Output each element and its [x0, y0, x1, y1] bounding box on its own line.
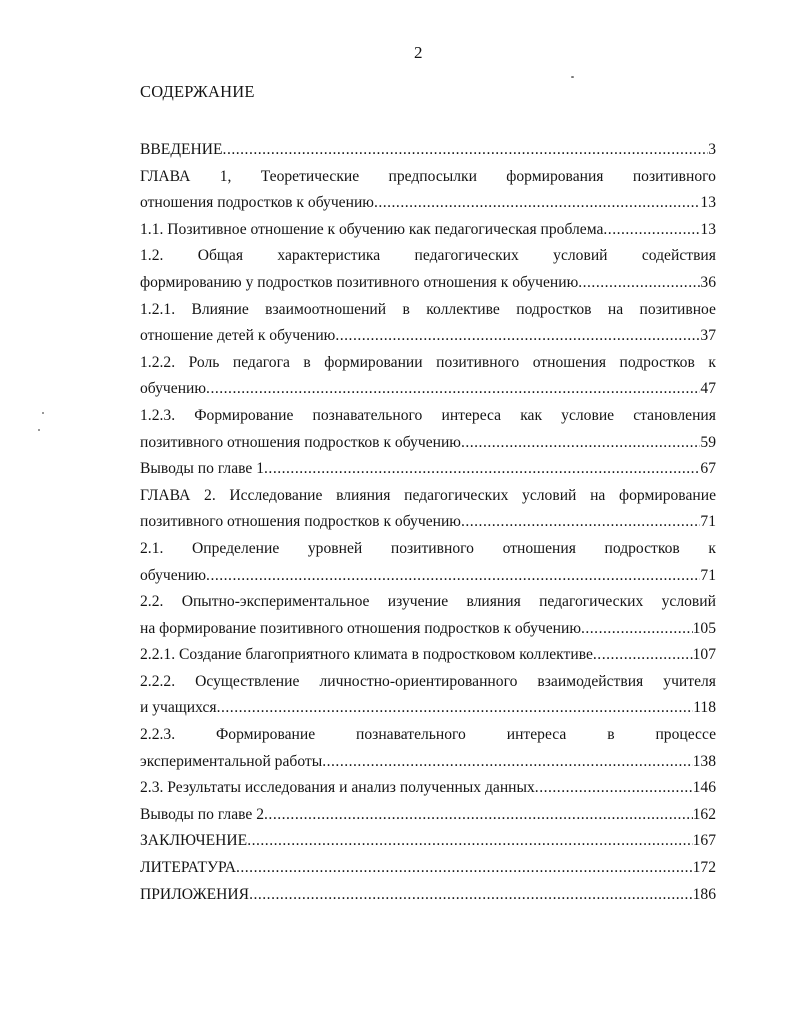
dot-leader — [578, 270, 700, 297]
toc-entry — [140, 775, 716, 802]
dot-leader — [264, 456, 700, 483]
toc-entry — [140, 855, 716, 882]
toc-entry-title: ГЛАВА 2. Исследование влияния педагогических условий на формирование — [140, 486, 716, 504]
toc-entry-title: 2.1. Определение уровней позитивного отношения подростков к — [140, 539, 716, 557]
toc-entry — [140, 828, 716, 855]
toc-entry-page: 47 — [700, 380, 716, 398]
toc-entry — [140, 297, 716, 350]
toc-entry-title: позитивного отношения подростков к обучению — [140, 513, 461, 531]
toc-entry-page: 59 — [700, 433, 716, 451]
toc-entry-page: 3 — [708, 141, 716, 158]
toc-entry-page: 118 — [693, 699, 716, 717]
toc-entry — [140, 802, 716, 829]
toc-entry — [140, 243, 716, 296]
toc-entry-page: 107 — [692, 646, 716, 664]
toc-entry — [140, 403, 716, 456]
dot-leader — [593, 642, 693, 669]
toc-entry — [140, 642, 716, 669]
toc-entry-title: 2.2.3. Формирование познавательного интереса в процессе — [140, 726, 716, 744]
scan-speck — [42, 412, 44, 414]
toc-entry — [140, 456, 716, 483]
toc-entry-title: 1.2.1. Влияние взаимоотношений в коллективе подростков на позитивное — [140, 300, 716, 318]
dot-leader — [335, 323, 700, 350]
page-number: 2 — [414, 43, 423, 62]
toc-entry-title: 1.1. Позитивное отношение к обучению как педагогическая проблема — [140, 220, 604, 238]
toc-entry-title: отношения подростков к обучению — [140, 194, 374, 212]
dot-leader — [374, 190, 700, 217]
toc-entry-title: 1.2. Общая характеристика педагогических условий содействия — [140, 247, 716, 265]
toc-entry-page: 162 — [692, 805, 716, 823]
toc-entry-title: ВВЕДЕНИЕ — [140, 141, 223, 158]
dot-leader — [206, 376, 700, 403]
toc-entry — [140, 350, 716, 403]
dot-leader — [264, 802, 693, 829]
dot-leader — [581, 616, 693, 643]
toc-entry-page: 36 — [700, 273, 716, 291]
toc-entry — [140, 217, 716, 244]
dot-leader — [535, 775, 693, 802]
dot-leader — [461, 509, 700, 536]
dot-leader — [322, 749, 692, 776]
toc-entry-title: ПРИЛОЖЕНИЯ — [140, 885, 250, 903]
dot-leader — [236, 855, 693, 882]
dot-leader — [206, 563, 700, 590]
toc-entry-title: формированию у подростков позитивного отношения к обучению — [140, 273, 579, 291]
toc-entry-title: 2.2.1. Создание благоприятного климата в подростковом коллективе — [140, 646, 593, 664]
toc-title: СОДЕРЖАНИЕ — [140, 82, 255, 101]
dot-leader — [247, 828, 692, 855]
toc-entry-title: экспериментальной работы — [140, 752, 323, 770]
toc-entry-title: обучению — [140, 566, 207, 584]
toc-entry-title: Выводы по главе 2 — [140, 805, 265, 823]
toc-entry-title: Выводы по главе 1 — [140, 460, 265, 478]
table-of-contents — [140, 137, 716, 908]
toc-entry-page: 67 — [700, 460, 716, 478]
toc-entry-title: ЗАКЛЮЧЕНИЕ — [140, 832, 248, 850]
toc-entry — [140, 722, 716, 775]
toc-entry-page: 146 — [692, 779, 716, 797]
dot-leader — [249, 882, 693, 909]
dot-leader — [603, 217, 700, 244]
toc-entry-title: 2.3. Результаты исследования и анализ полученных данных — [140, 779, 535, 797]
dot-leader — [223, 137, 709, 164]
toc-entry-title: ГЛАВА 1, Теоретические предпосылки формирования позитивного — [140, 167, 716, 185]
toc-entry-page: 37 — [700, 327, 716, 345]
toc-entry — [140, 536, 716, 589]
toc-entry — [140, 589, 716, 642]
toc-entry-page: 138 — [692, 752, 716, 770]
toc-entry-page: 167 — [692, 832, 716, 850]
toc-entry-page: 71 — [700, 513, 716, 531]
toc-entry-title: 2.2.2. Осуществление личностно-ориентированного взаимодействия учителя — [140, 672, 716, 690]
scan-speck — [38, 429, 40, 431]
toc-entry — [140, 669, 716, 722]
toc-entry-title: 2.2. Опытно-экспериментальное изучение влияния педагогических условий — [140, 593, 716, 611]
toc-entry-title: 1.2.3. Формирование познавательного интереса как условие становления — [140, 406, 716, 424]
toc-entry-page: 172 — [692, 859, 716, 877]
toc-entry-title: отношение детей к обучению — [140, 327, 336, 345]
dot-leader — [217, 695, 694, 722]
toc-entry-page: 13 — [700, 220, 716, 238]
toc-entry — [140, 483, 716, 536]
toc-entry-title: 1.2.2. Роль педагога в формировании позитивного отношения подростков к — [140, 353, 716, 371]
toc-entry — [140, 164, 716, 217]
dot-leader — [461, 430, 700, 457]
toc-entry-title: на формирование позитивного отношения подростков к обучению — [140, 619, 581, 637]
toc-entry-page: 71 — [700, 566, 716, 584]
toc-entry-title: и учащихся — [140, 699, 217, 717]
toc-entry-page: 13 — [700, 194, 716, 212]
toc-entry — [140, 882, 716, 909]
toc-entry — [140, 137, 716, 164]
toc-entry-title: позитивного отношения подростков к обучению — [140, 433, 461, 451]
toc-entry-page: 105 — [692, 619, 716, 637]
toc-entry-title: ЛИТЕРАТУРА — [140, 859, 236, 877]
scan-speck — [571, 76, 574, 78]
toc-entry-page: 186 — [692, 885, 716, 903]
toc-entry-title: обучению — [140, 380, 207, 398]
